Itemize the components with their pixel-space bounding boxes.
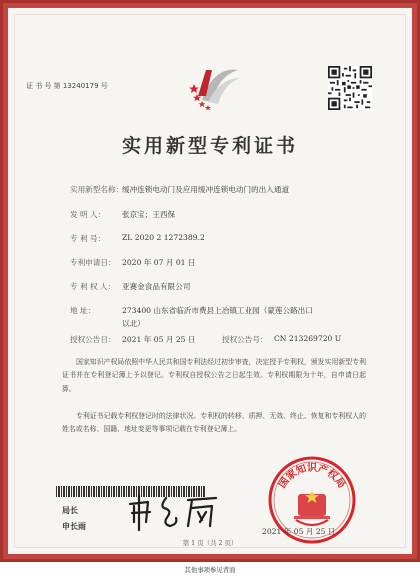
inventor-label: 发 明 人： [70,210,106,219]
inventor-value: 张京宝；王西保 [122,210,176,219]
director-signature [126,492,231,532]
seal-date: 2021 年 05 月 25 日 [262,527,336,536]
grant-date-label: 授权公告日： [70,335,116,344]
seal-text: 国家知识产权局 [277,463,347,491]
patent-number-value: ZL 2020 2 1272389.2 [122,233,205,242]
utility-model-name-value: 缓冲连锁电动门及应用缓冲连锁电动门的出入通道 [122,185,290,194]
director-title: 局长 [62,506,78,515]
address-value-line1: 273400 山东省临沂市费县上冶镇工业园（蒙莲公路出口 [122,306,313,315]
filing-date-value: 2020 年 07 月 01 日 [122,258,196,267]
utility-model-name-label: 实用新型名称： [70,185,124,194]
body-paragraph-1: 国家知识产权局依照中华人民共和国专利法经过初步审查，决定授予专利权，颁发实用新型专利证书并在专利登记簿上予以登记。专利权自授权公告之日起生效。专利权期限为十年，自申请日起算。 [62,358,366,393]
certificate-paper [8,8,412,554]
address-value-line2: 以北） [122,319,145,328]
footer-note: 其他事项参见背面 [184,566,236,574]
certificate-title: 实用新型专利证书 [121,135,298,157]
certificate-number: 证 书 号 第 13240179 号 [26,82,108,90]
patentee-label: 专 利 权 人： [70,282,116,291]
filing-date-label: 专利申请日： [70,258,116,267]
address-label: 地 址： [70,306,96,315]
page-number: 第 1 页（共 2 页） [182,539,238,547]
qr-code [328,66,372,110]
director-name: 申长雨 [62,522,86,531]
patent-office-emblem [184,56,246,118]
patent-number-label: 专 利 号： [70,234,106,243]
body-paragraph-2: 专利证书记载专利权登记时的法律状况。专利权的转移、质押、无效、终止、恢复和专利权人的姓名或名称、国籍、地址变更等事项记载在专利登记簿上。 [62,412,366,434]
grant-date-value: 2021 年 05 月 25 日 [122,335,196,344]
patentee-value: 亚赛金食品有限公司 [122,282,191,291]
grant-number-label: 授权公告号： [222,335,268,344]
grant-number-value: CN 213269720 U [274,334,342,343]
